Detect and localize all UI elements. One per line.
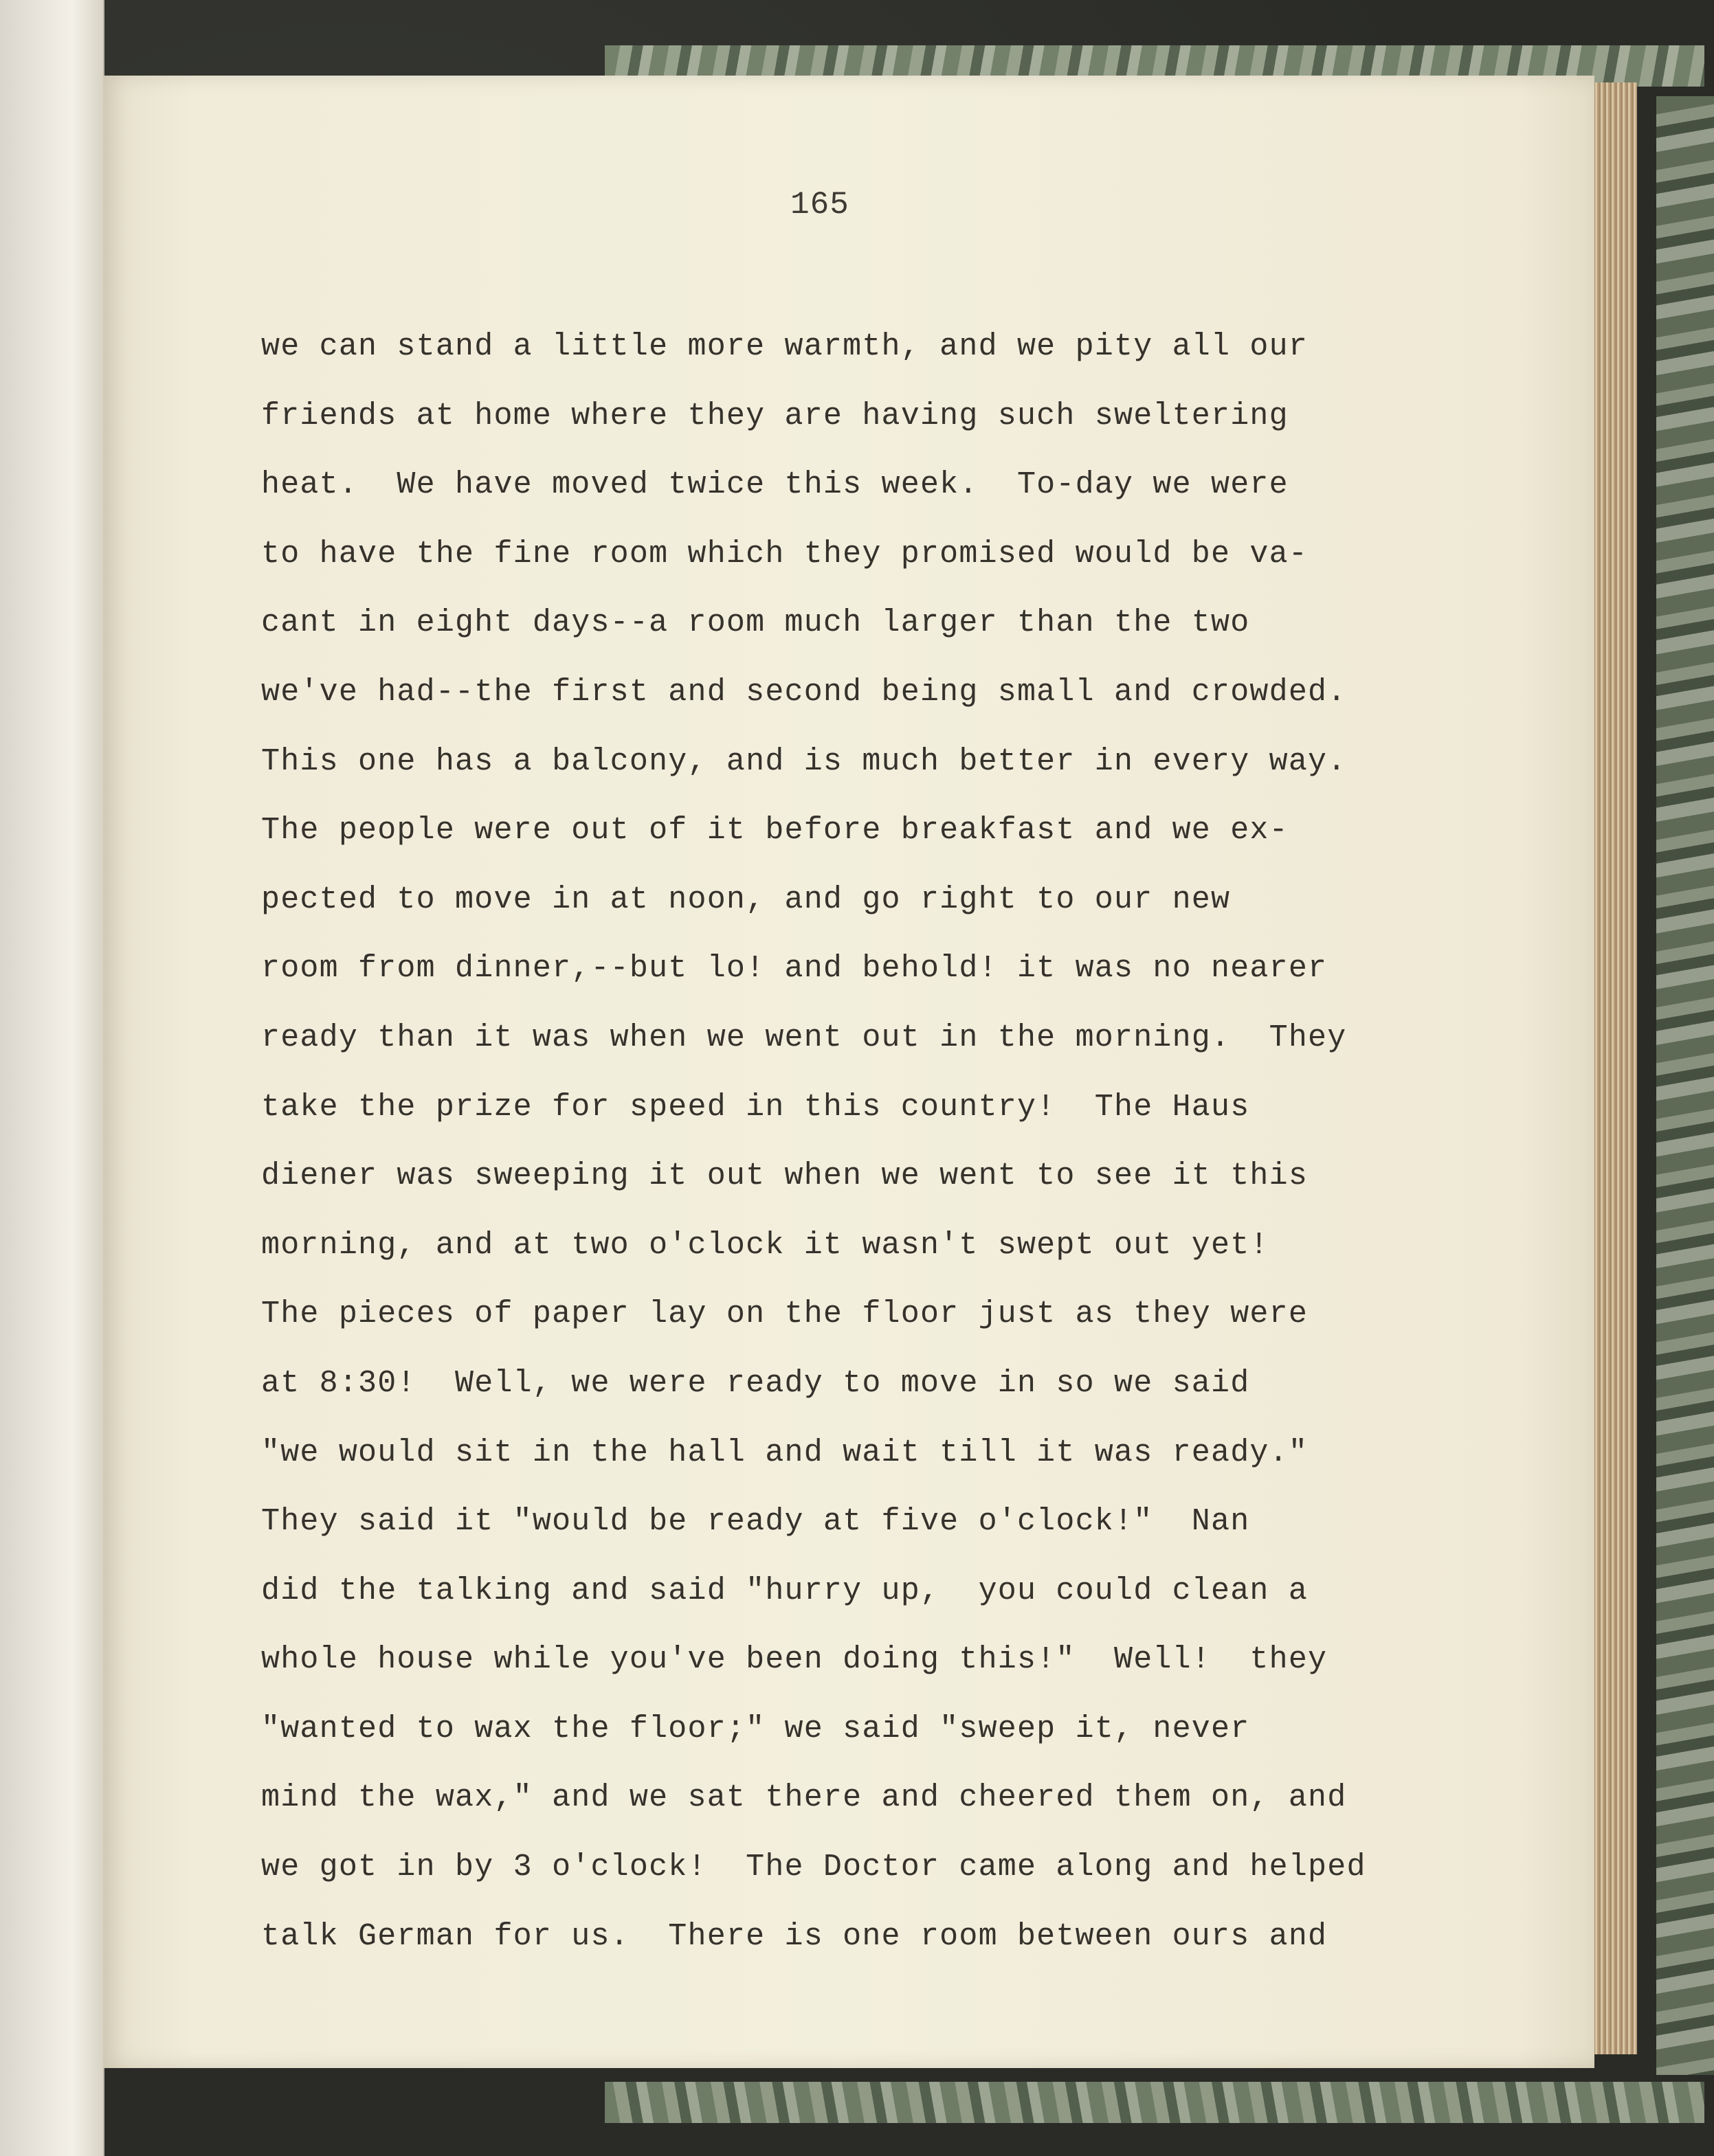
text-line: mind the wax," and we sat there and cheered them on, and bbox=[261, 1780, 1347, 1816]
text-line: we got in by 3 o'clock! The Doctor came along and helped bbox=[261, 1850, 1366, 1885]
typewritten-text bbox=[261, 323, 1457, 1981]
text-line: take the prize for speed in this country! The Haus bbox=[261, 1089, 1250, 1125]
marbled-endpaper-right bbox=[1656, 96, 1714, 2075]
text-line: The pieces of paper lay on the floor just as they were bbox=[261, 1296, 1309, 1332]
text-line: room from dinner,--but lo! and behold! it was no nearer bbox=[261, 951, 1328, 987]
text-line: diener was sweeping it out when we went to see it this bbox=[261, 1158, 1309, 1194]
text-line: talk German for us. There is one room between ours and bbox=[261, 1918, 1328, 1954]
text-line: at 8:30! Well, we were ready to move in so we said bbox=[261, 1365, 1250, 1401]
text-line: This one has a balcony, and is much better in every way. bbox=[261, 743, 1347, 779]
text-line: whole house while you've been doing this!" Well! they bbox=[261, 1642, 1328, 1678]
text-line: did the talking and said "hurry up, you could clean a bbox=[261, 1573, 1309, 1608]
text-line: ready than it was when we went out in the morning. They bbox=[261, 1020, 1347, 1055]
text-line: The people were out of it before breakfast and we ex- bbox=[261, 813, 1289, 849]
text-line: "we would sit in the hall and wait till it was ready." bbox=[261, 1435, 1309, 1470]
text-line: pected to move in at noon, and go right to our new bbox=[261, 882, 1231, 917]
text-line: "wanted to wax the floor;" we said "sweep it, never bbox=[261, 1711, 1250, 1747]
marbled-endpaper-bottom bbox=[605, 2082, 1704, 2123]
text-line: cant in eight days--a room much larger than the two bbox=[261, 605, 1250, 641]
page-number: 165 bbox=[790, 187, 849, 223]
text-line: we've had--the first and second being small and crowded. bbox=[261, 674, 1347, 710]
facing-page-edge bbox=[0, 0, 104, 2156]
text-line: They said it "would be ready at five o'clock!" Nan bbox=[261, 1504, 1250, 1540]
text-line: we can stand a little more warmth, and we pity all our bbox=[261, 329, 1309, 364]
text-line: morning, and at two o'clock it wasn't swept out yet! bbox=[261, 1227, 1269, 1263]
text-line: friends at home where they are having such sweltering bbox=[261, 398, 1289, 434]
text-line: to have the fine room which they promised would be va- bbox=[261, 536, 1309, 572]
text-line: heat. We have moved twice this week. To-day we were bbox=[261, 467, 1289, 503]
